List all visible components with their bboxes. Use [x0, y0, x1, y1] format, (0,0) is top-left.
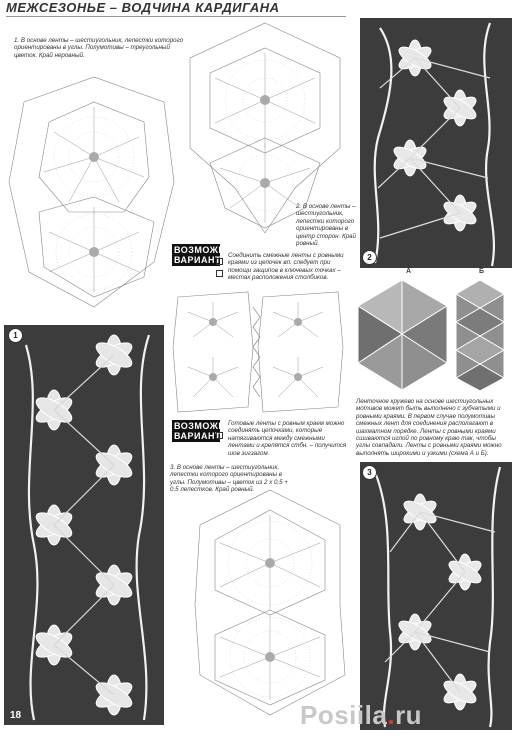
scheme-label-b: Б	[479, 268, 485, 275]
caption-1: 1. В основе ленты – шестиугольник, лепестки которого ориентированы в углы. Полумотивы – треугольный цветок. Край неровный.	[14, 37, 184, 59]
scheme-label-a: А	[406, 268, 412, 275]
watermark-logo	[300, 700, 422, 731]
checkbox-mark-icon	[216, 270, 223, 277]
photo-number-1: 1	[8, 328, 23, 343]
watermark-main: Posiila	[300, 700, 388, 730]
page-number: 18	[10, 710, 22, 721]
photo-number-2: 2	[362, 250, 377, 265]
variant-1-text: Соединить смежные ленты с ровными краями из цепочек вп. следует при помощи защипов в ключевых точках – местах расположения столбиков.	[228, 252, 344, 282]
crochet-chart-1	[4, 62, 179, 322]
hexagon-scheme-b	[454, 278, 506, 393]
crochet-chart-3	[190, 485, 350, 720]
page-title: МЕЖСЕЗОНЬЕ – ВОДЧИНА КАРДИГАНА	[6, 0, 280, 15]
watermark-suffix: ru	[395, 700, 423, 730]
photo-number-3: 3	[362, 465, 377, 480]
variants-badge-bottom: ВОЗМОЖНЫ ВАРИАНТЫ	[174, 421, 235, 441]
caption-2: 2. В основе ленты – шестиугольник, лепестки которого ориентированы в центр сторон. Край ровный.	[296, 203, 356, 248]
title-rule	[6, 16, 346, 17]
variants-badge-top: ВОЗМОЖНЫ ВАРИАНТЫ	[174, 245, 235, 265]
caption-3: 3. В основе ленты – шестиугольник, лепестки которого ориентированы в углы. Полумотивы – цветок из 2 x 0,5 + 0,5 лепестков. Край ровный.	[170, 464, 288, 494]
right-note: Ленточное кружево на основе шестиугольных мотивов может быть выполнено с зубчатыми и ровными краями. В первом случае полумотивы смежных лент для соединения располагают в шахматном порядке. Ленты с ровными краями сшиваются иглой по ровному краю так, чтобы углы совпадали. Ленты с ровными краями можно выполнять широкими и узкими (схема А и Б).	[356, 398, 502, 457]
lace-photo-2	[360, 18, 512, 268]
lace-photo-3	[360, 462, 512, 730]
watermark-dot: .	[387, 700, 396, 730]
checkbox-mark-icon	[216, 432, 223, 439]
checkbox-mark-icon	[216, 258, 223, 265]
joining-chart	[168, 287, 348, 417]
hexagon-scheme-a	[355, 278, 450, 393]
lace-photo-1	[4, 325, 164, 725]
variant-2-text: Готовые ленты с ровным краем можно соединять цепочками, которые натягиваются между смежными лентами и крепятся стбн. – получится шов зигзагом.	[228, 420, 347, 457]
